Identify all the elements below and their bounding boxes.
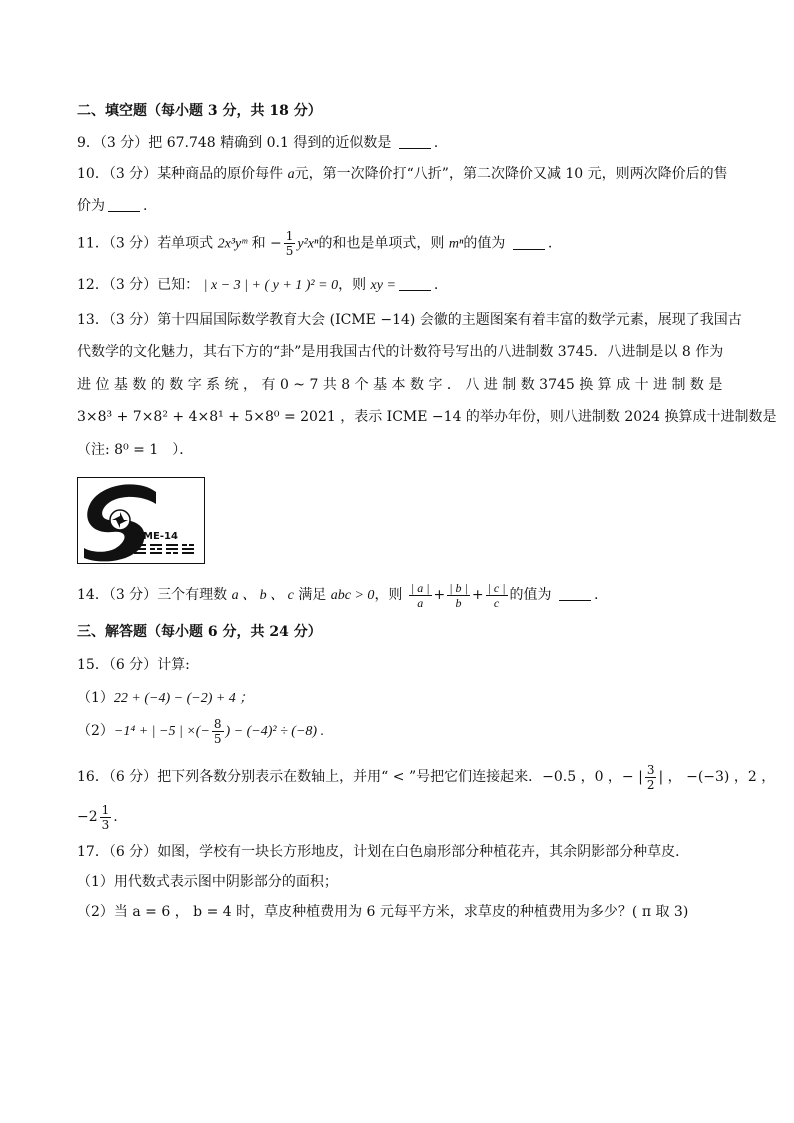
q10-score: （3 分）	[108, 166, 158, 182]
q17-p2-label: （2）	[77, 904, 114, 920]
q15-p2-expression-a: −1⁴ + | −5 | ×(−	[113, 724, 210, 739]
logo-text: ICME-14	[132, 531, 178, 542]
question-13-line-2: 代数学的文化魅力，其右下方的“卦”是用我国古代的计数符号写出的八进制数 3745．八进制是以 8 作为	[77, 344, 724, 360]
q11-answer-blank[interactable]	[513, 235, 545, 250]
q9-answer-blank[interactable]	[399, 134, 431, 149]
q12-score: （3 分）	[108, 277, 158, 293]
q13-number: 13．	[77, 312, 109, 328]
question-13-line-1	[77, 310, 742, 330]
q11-text-c: 的值为	[463, 235, 506, 252]
q13-text-1: 第十四届国际数学教育大会 (ICME −14) 会徽的主题图案有着丰富的数学元素，展现了我国古	[157, 312, 742, 328]
q10-text-b: 元，第一次降价打“八折”，第二次降价又减 10 元，则两次降价后的售	[294, 166, 728, 182]
q9-text: 把 67.748 精确到 0.1 得到的近似数是	[148, 135, 392, 151]
q17-p2-text: 当 a = 6 ， b = 4 时，草皮种植费用为 6 元每平方米，求草皮的种植费用为多少？( π 取 3)	[113, 904, 689, 920]
q15-p2-label: （2）	[77, 723, 114, 739]
q11-fraction	[284, 229, 296, 258]
q11-number: 11．	[77, 235, 109, 252]
q10-answer-blank[interactable]	[108, 197, 140, 212]
q14-text-c: ，则	[374, 587, 403, 603]
q11-period: .	[547, 235, 553, 252]
q11-term-1: 2x³yᵐ	[217, 236, 248, 252]
q12-xy: xy =	[370, 278, 396, 293]
q15-part-1	[77, 688, 253, 709]
q14-score: （3 分）	[108, 587, 158, 603]
q10-period: .	[143, 198, 148, 214]
q15-p2-fraction: $\frac{8}{5}$	[213, 716, 222, 746]
q16-period: .	[113, 809, 118, 825]
icme-logo-graphic	[78, 478, 204, 563]
q15-part-2	[77, 716, 324, 747]
q12-period: .	[433, 277, 439, 293]
q14-period: .	[593, 587, 599, 603]
q9-period: .	[433, 135, 439, 151]
q15-number: 15．	[77, 657, 109, 673]
q15-p1-label: （1）	[77, 690, 114, 706]
q16-number: 16．	[77, 769, 109, 785]
question-10-cont	[77, 196, 147, 216]
q15-text: 计算:	[157, 657, 190, 673]
q12-number: 12．	[77, 277, 109, 293]
q17-part-2	[77, 902, 688, 922]
q14-fraction-a: $\frac{| a |}{a}$	[410, 580, 430, 610]
question-16	[77, 762, 775, 792]
q10-variable: a	[287, 167, 295, 182]
q14-answer-blank[interactable]	[559, 586, 591, 601]
q11-expression: mⁿ	[448, 236, 464, 252]
question-16-cont	[77, 802, 118, 832]
q11-frac-bottom: 5	[285, 244, 294, 258]
q11-text-b: 的和也是单项式，则	[318, 235, 445, 252]
question-9	[77, 133, 438, 153]
section-2-title: 二、填空题（每小题 3 分，共 18 分）	[77, 103, 322, 119]
question-10	[77, 164, 728, 185]
q12-text-b: ，则	[338, 277, 367, 293]
q11-and: 和	[251, 235, 266, 252]
q13-score: （3 分）	[108, 312, 158, 328]
q14-text-b: 满足	[298, 587, 327, 603]
q15-p1-expression: 22 + (−4) − (−2) + 4 ；	[113, 691, 254, 706]
q16-score: （6 分）	[108, 769, 158, 785]
section-3-title: 三、解答题（每小题 6 分，共 24 分）	[77, 624, 322, 640]
q12-text-a: 已知：	[157, 277, 200, 293]
q16-mixed-number: −2 $\frac{1}{3}$	[77, 802, 110, 832]
q17-p1-text: 用代数式表示图中阴影部分的面积；	[113, 874, 338, 890]
question-17	[77, 842, 689, 862]
q14-number: 14．	[77, 587, 109, 603]
q17-part-1	[77, 872, 338, 892]
q14-text-d: 的值为	[509, 587, 552, 603]
question-13-line-5: （注: 8⁰ = 1 ）．	[77, 442, 194, 458]
q11-term-2: y²xⁿ	[297, 236, 319, 252]
question-15	[77, 655, 190, 675]
q10-text-c: 价为	[77, 198, 105, 214]
q10-text-a: 某种商品的原价每件	[157, 166, 284, 182]
q10-number: 10．	[77, 166, 109, 182]
icme-14-logo	[77, 477, 205, 564]
q12-answer-blank[interactable]	[399, 276, 431, 291]
q9-score: （3 分）	[99, 135, 149, 151]
q12-equation: | x − 3 | + ( y + 1 )² = 0	[203, 278, 339, 293]
q17-text: 如图，学校有一块长方形地皮，计划在白色扇形部分种植花卉，其余阴影部分种草皮．	[157, 844, 690, 860]
q17-number: 17．	[77, 844, 109, 860]
trigram-marks	[134, 544, 194, 554]
q14-condition: abc > 0	[330, 588, 375, 603]
question-12	[77, 275, 438, 296]
q15-score: （6 分）	[108, 657, 158, 673]
q17-p1-label: （1）	[77, 874, 114, 890]
q14-fraction-c: $\frac{| c |}{c}$	[487, 580, 506, 610]
question-13-line-3: 进 位 基 数 的 数 字 系 统 ， 有 0 ~ 7 共 8 个 基 本 数 字 ． 八 进 制 数 3745 换 算 成 十 进 制 数 是	[77, 377, 723, 393]
q14-fraction-b: $\frac{| b |}{b}$	[449, 580, 468, 610]
q14-text-a: 三个有理数	[157, 587, 228, 603]
q14-variables: a 、 b 、 c	[231, 588, 294, 603]
q16-fraction: $\frac{3}{2}$	[646, 762, 655, 792]
q11-score: （3 分）	[108, 235, 158, 252]
q11-text-a: 若单项式	[157, 235, 214, 252]
question-13-line-4: 3×8³ + 7×8² + 4×8¹ + 5×8⁰ = 2021 ，表示 ICME −14 的举办年份，则八进制数 2024 换算成十进制数是	[77, 409, 777, 425]
q11-frac-top: 1	[285, 229, 294, 243]
question-11: 11．（3 分）若单项式 2x³yᵐ 和 − $\frac{1}{5}$ y²xⁿ的和也是单项式，则 mⁿ的值为 .	[77, 229, 553, 258]
q17-score: （6 分）	[108, 844, 158, 860]
q15-p2-expression-b: ) − (−4)² ÷ (−8) .	[225, 724, 325, 739]
q16-text: 把下列各数分别表示在数轴上，并用“ < ”号把它们连接起来．−0.5 ，0 ，− |	[157, 769, 643, 785]
question-14: 14．（3 分）三个有理数 a 、 b 、 c 满足 abc > 0，则 $\frac{| a |}{a}$ + $\frac{| b |}{b}$ + $\frac{| c |}{c}$ 的值为 .	[77, 580, 599, 610]
q16-text-b: | ， −(−3) ，2 ，	[658, 769, 776, 785]
q9-number: 9．	[77, 135, 100, 151]
